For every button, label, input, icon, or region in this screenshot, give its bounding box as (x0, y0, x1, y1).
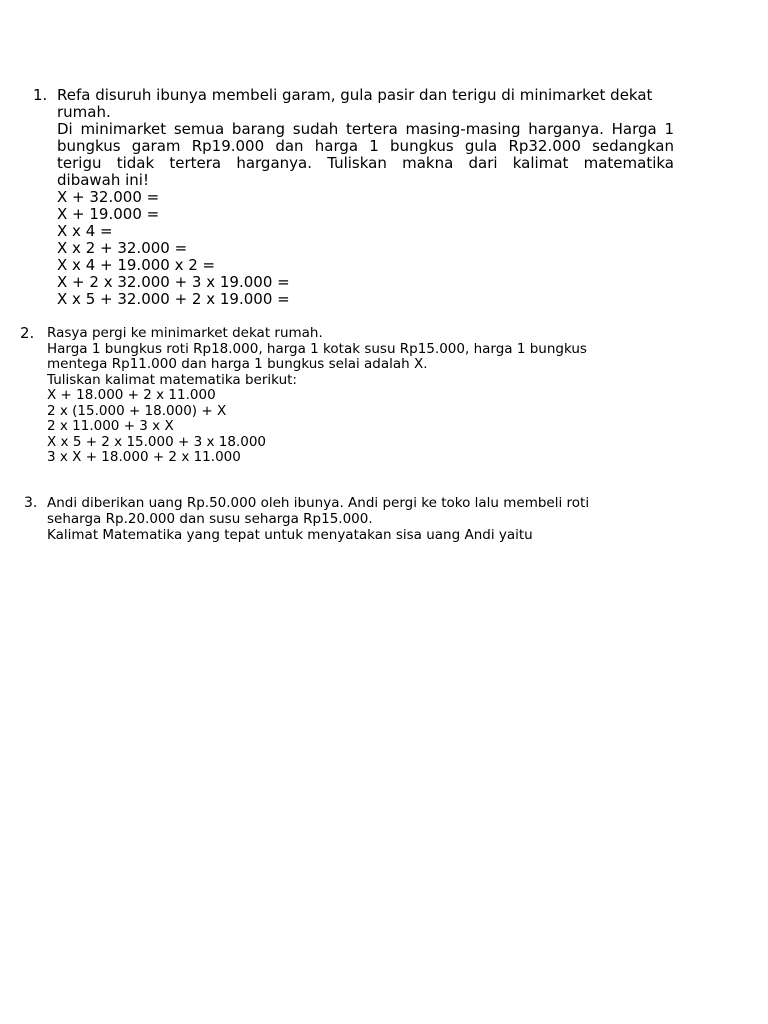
question-1-line: bungkus garam Rp19.000 dan harga 1 bungkus gula Rp32.000 sedangkan (57, 137, 674, 155)
question-1 (57, 87, 674, 308)
question-2-line: Rasya pergi ke minimarket dekat rumah. (47, 325, 323, 341)
equation: X x 4 + 19.000 x 2 = (57, 256, 216, 274)
question-3 (47, 495, 647, 543)
equation: X x 2 + 32.000 = (57, 239, 188, 257)
expression: 2 x (15.000 + 18.000) + X (47, 402, 227, 419)
expression: 3 x X + 18.000 + 2 x 11.000 (47, 449, 241, 465)
question-1-line: dibawah ini! (57, 171, 149, 189)
question-1-number: 1. (33, 86, 48, 104)
question-1-line: Refa disuruh ibunya membeli garam, gula pasir dan terigu di minimarket dekat (57, 86, 653, 104)
expression: X + 18.000 + 2 x 11.000 (47, 387, 216, 403)
expression: X x 5 + 2 x 15.000 + 3 x 18.000 (47, 433, 266, 450)
question-2-line: Harga 1 bungkus roti Rp18.000, harga 1 kotak susu Rp15.000, harga 1 bungkus (47, 340, 587, 357)
question-1-line: terigu tidak tertera harganya. Tuliskan makna dari kalimat matematika (57, 154, 674, 172)
equation: X x 4 = (57, 222, 113, 240)
question-3-line: Kalimat Matematika yang tepat untuk menyatakan sisa uang Andi yaitu (47, 527, 533, 543)
question-3-number: 3. (24, 495, 38, 511)
equation: X + 19.000 = (57, 205, 160, 223)
question-2-line: Tuliskan kalimat matematika berikut: (47, 371, 297, 388)
question-2 (47, 326, 647, 466)
equation: X + 32.000 = (57, 188, 160, 206)
question-1-line: Di minimarket semua barang sudah tertera masing-masing harganya. Harga 1 (57, 120, 674, 138)
question-3-line: seharga Rp.20.000 dan susu seharga Rp15.000. (47, 511, 373, 527)
equation: X + 2 x 32.000 + 3 x 19.000 = (57, 273, 290, 291)
question-1-line: rumah. (57, 103, 111, 121)
expression: 2 x 11.000 + 3 x X (47, 418, 174, 434)
question-3-line: Andi diberikan uang Rp.50.000 oleh ibunya. Andi pergi ke toko lalu membeli roti (47, 495, 590, 511)
question-2-number: 2. (20, 324, 35, 342)
equation: X x 5 + 32.000 + 2 x 19.000 = (57, 290, 290, 308)
question-2-line: mentega Rp11.000 dan harga 1 bungkus selai adalah X. (47, 356, 428, 372)
